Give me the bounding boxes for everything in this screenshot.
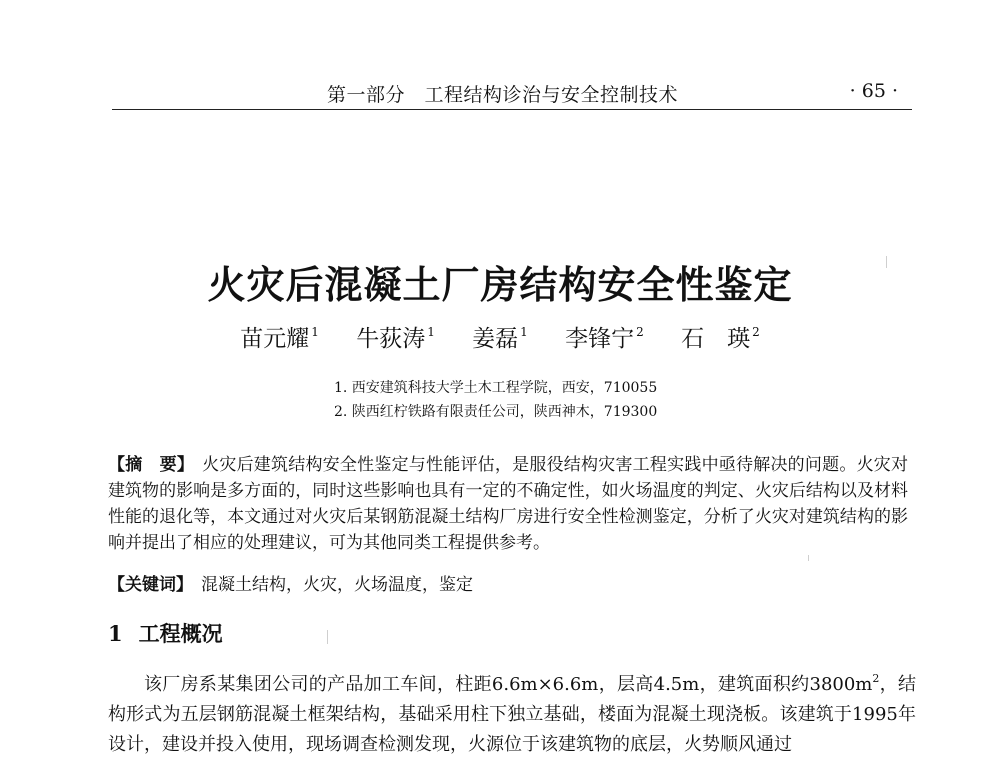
section-title: 工程概况 <box>138 621 223 646</box>
affiliation-line: 2. 陕西红柠铁路有限责任公司，陕西神木，719300 <box>334 404 658 420</box>
body-paragraph <box>108 664 916 760</box>
header-rule <box>112 109 912 110</box>
author <box>240 320 319 353</box>
abstract-label: 【摘 要】 <box>108 455 195 475</box>
author-affil-mark: 2 <box>752 325 760 339</box>
keywords-label: 【关键词】 <box>108 575 193 595</box>
scan-speck <box>808 555 809 561</box>
author-affil-mark: 1 <box>311 325 319 339</box>
running-title: 第一部分 工程结构诊治与安全控制技术 <box>327 84 679 106</box>
paper-title: 火灾后混凝土厂房结构安全性鉴定 <box>207 262 793 307</box>
section-number: 1 <box>108 621 123 646</box>
author-name: 苗元耀 <box>240 326 310 352</box>
abstract-text: 火灾后建筑结构安全性鉴定与性能评估，是服役结构灾害工程实践中亟待解决的问题。火灾对建筑物的影响是多方面的，同时这些影响也具有一定的不确定性，如火场温度的判定、火灾后结构以及材料性能的退化等，本文通过对火灾后某钢筋混凝土结构厂房进行安全性检测鉴定，分析了火灾对建筑结构的影响并提出了相应的处理建议，可为其他同类工程提供参考。 <box>108 455 909 553</box>
affiliation-line: 1. 西安建筑科技大学土木工程学院，西安，710055 <box>334 380 658 396</box>
author-name: 姜磊 <box>472 326 519 352</box>
abstract <box>108 452 908 556</box>
section-heading <box>108 618 223 648</box>
author <box>565 320 644 353</box>
author <box>472 320 528 353</box>
scan-speck <box>327 630 328 644</box>
author-affil-mark: 2 <box>636 325 644 339</box>
author-name: 牛荻涛 <box>356 326 426 352</box>
author <box>356 320 435 353</box>
author-list <box>0 320 1000 353</box>
author-affil-mark: 1 <box>427 325 435 339</box>
page-number: · 65 · <box>849 80 898 102</box>
author-name: 李锋宁 <box>565 326 635 352</box>
body-text-part: 该厂房系某集团公司的产品加工车间，柱距6.6m×6.6m，层高4.5m，建筑面积约3800m <box>144 674 873 695</box>
author-name: 石 瑛 <box>681 326 751 352</box>
body-text-part: ，结构形式为五层钢筋混凝土框架结构，基础采用柱下独立基础，楼面为混凝土现浇板。该建筑于1995年设计，建设并投入使用，现场调查检测发现，火源位于该建筑物的底层，火势顺风通过 <box>108 674 916 755</box>
running-header <box>112 76 912 106</box>
scan-speck <box>886 256 887 268</box>
author-affil-mark: 1 <box>520 325 528 339</box>
author <box>681 320 760 353</box>
affiliation-list <box>334 376 657 424</box>
keywords <box>108 572 908 598</box>
unit-superscript: 2 <box>872 672 880 685</box>
keywords-text: 混凝土结构，火灾，火场温度，鉴定 <box>201 575 473 595</box>
